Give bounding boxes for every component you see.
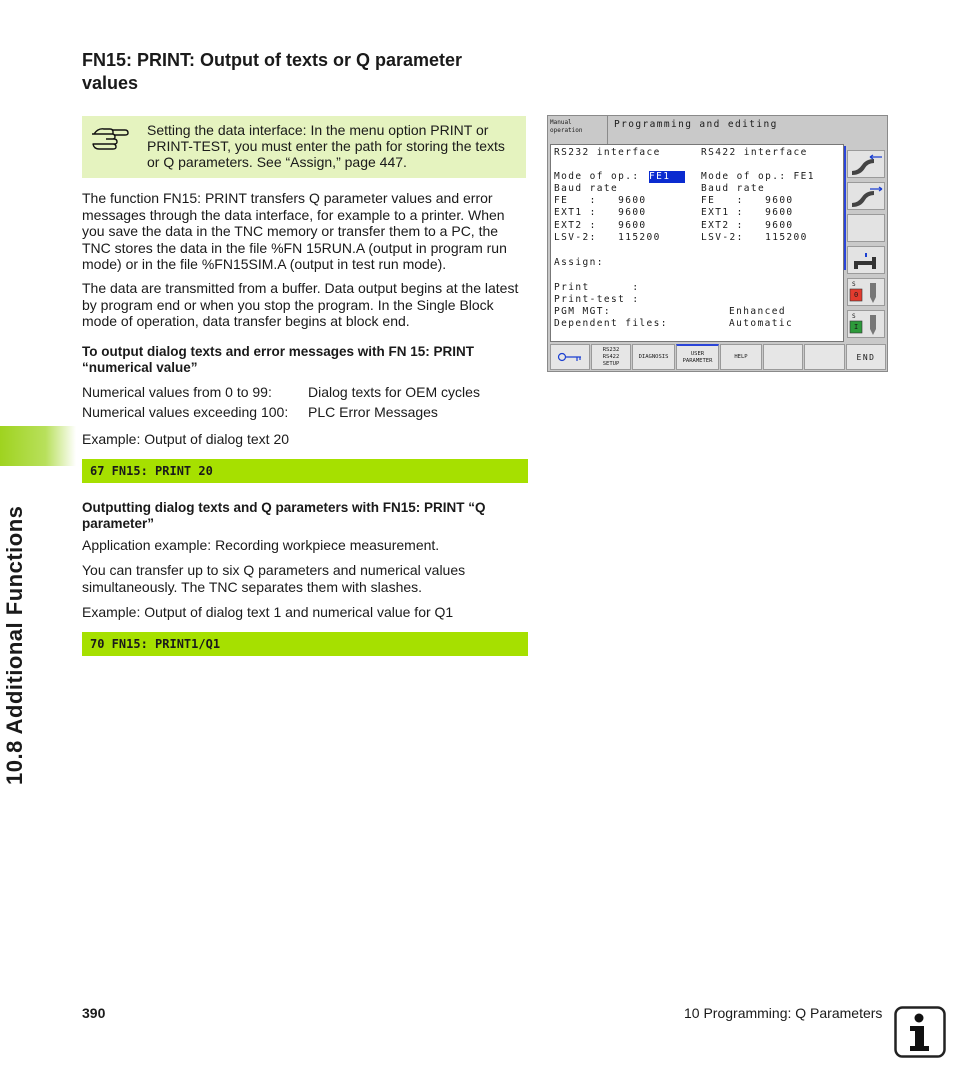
softkey-rs-setup[interactable]: RS232 RS422 SETUP [591, 344, 631, 370]
left-row: LSV-2: 115200 [554, 232, 661, 243]
softkey-user-parameter[interactable]: USER PARAMETER [676, 344, 719, 370]
screen-title: Programming and editing [614, 119, 778, 130]
code-example-1: 67 FN15: PRINT 20 [82, 459, 528, 483]
right-row: Baud rate [701, 183, 766, 194]
note-box [82, 116, 526, 178]
right-row: EXT1 : 9600 [701, 207, 794, 218]
page-heading: FN15: PRINT: Output of texts or Q parameter values [82, 50, 463, 93]
code-example-2: 70 FN15: PRINT1/Q1 [82, 632, 528, 656]
rs422-header: RS422 interface [701, 147, 808, 158]
left-row: EXT2 : 9600 [554, 220, 647, 231]
subheading-q-parameter: Outputting dialog texts and Q parameters with FN15: PRINT “Q parameter” [82, 500, 486, 531]
softkey-move-right[interactable] [847, 182, 885, 210]
example-label-2: Example: Output of dialog text 1 and numerical value for Q1 [82, 604, 454, 620]
left-row: Baud rate [554, 183, 619, 194]
softkey-move-left[interactable] [847, 150, 885, 178]
right-row: EXT2 : 9600 [701, 220, 794, 231]
rs232-header: RS232 interface [554, 147, 661, 158]
dependent-files-label: Dependent files: [554, 318, 668, 329]
page-number: 390 [82, 1005, 106, 1021]
tnc-screenshot [547, 115, 888, 372]
softkey-empty-3[interactable] [804, 344, 845, 370]
softkey-spindle-on[interactable]: S I [847, 310, 885, 338]
dependent-files-value: Automatic [729, 318, 794, 329]
paragraph-buffer: The data are transmitted from a buffer. Data output begins at the latest by program end or when you stop the program. In the Single Block mode of operation, data transfer begins at block end. [82, 280, 519, 329]
subheading-numerical: To output dialog texts and error messages with FN 15: PRINT “numerical value” [82, 344, 475, 375]
example-label-1: Example: Output of dialog text 20 [82, 431, 290, 447]
softkey-empty-2[interactable] [763, 344, 803, 370]
softkey-faucet[interactable] [847, 246, 885, 274]
pgm-mgt-label: PGM MGT: [554, 306, 611, 317]
chapter-tab [0, 426, 76, 466]
note-text: Setting the data interface: In the menu option PRINT or PRINT-TEST, you must enter the path for storing the texts or Q parameters. See “Assign,” page 447. [147, 122, 505, 170]
mode-label-left: Mode of op.: [554, 171, 640, 182]
scroll-indicator [844, 146, 846, 270]
print-row: Print : [554, 282, 640, 293]
chapter-label: 10 Programming: Q Parameters [684, 1005, 883, 1021]
faucet-icon [848, 247, 886, 275]
softkey-spindle-off[interactable]: S 0 [847, 278, 885, 306]
paragraph-intro: The function FN15: PRINT transfers Q parameter values and error messages through the data interface, for example to a printer. When you save the data in the TNC memory or transfer them to a PC, the TNC stores the data in the file %FN 15RUN.A (output in program run mode) or in the file %FN15SIM.A (output in test run mode). [82, 190, 507, 272]
softkey-diagnosis[interactable]: DIAGNOSIS [632, 344, 675, 370]
info-icon [894, 1006, 946, 1058]
paragraph-six-q: You can transfer up to six Q parameters and numerical values simultaneously. The TNC separates them with slashes. [82, 562, 466, 595]
assign-label: Assign: [554, 257, 604, 268]
pgm-mgt-value: Enhanced [729, 306, 786, 317]
print-test-row: Print-test : [554, 294, 640, 305]
left-row: FE : 9600 [554, 195, 647, 206]
interface-settings-panel [550, 144, 844, 342]
operating-mode-label: Manual operation [548, 116, 608, 144]
mode-right: Mode of op.: FE1 [701, 171, 815, 182]
arrow-left-icon [848, 151, 886, 179]
softkey-help[interactable]: HELP [720, 344, 762, 370]
mode-value-left[interactable]: FE1 [649, 171, 685, 183]
arrow-right-icon [848, 183, 886, 211]
right-row: FE : 9600 [701, 195, 794, 206]
application-example: Application example: Recording workpiece measurement. [82, 537, 440, 553]
right-row: LSV-2: 115200 [701, 232, 808, 243]
softkey-empty[interactable] [847, 214, 885, 242]
key-icon [557, 352, 583, 362]
softkey-key[interactable] [550, 344, 590, 370]
left-row: EXT1 : 9600 [554, 207, 647, 218]
softkey-end[interactable]: END [846, 344, 886, 370]
pointing-hand-icon [90, 124, 130, 152]
